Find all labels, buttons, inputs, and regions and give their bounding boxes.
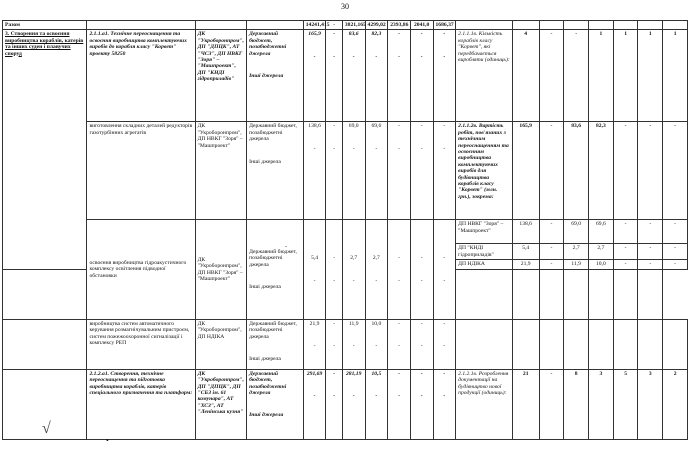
table-row: [3, 30, 688, 122]
value-cell: - -: [326, 369, 342, 439]
measure-cell: 2.1.2.а1. Створення, технічне переоснащення та підготовка виробництва кораблів, катерів спеціального призначення та платформ:: [87, 369, 195, 439]
source-cell: Державний бюджет, позабюджетні джерела Інші джерела: [247, 369, 304, 439]
value-cell: - -: [388, 122, 411, 220]
page-number: 30: [341, 2, 349, 11]
measure-cell: виробництва систем автоматичного керування розмагнічувальним пристроєм, систем пожежоохоронної сигналізації і комплексу РЕП: [87, 319, 195, 369]
sub-indicator-value: -: [638, 220, 663, 244]
sub-indicator-value: -: [613, 260, 638, 269]
executor-cell: ДК "Укроборонпром", ДП "ДПЦК", АТ "ЧСЗ", ДП НВКГ "Зоря" – "Машпроект", ДП "КНДІ гідроприладів": [195, 30, 247, 122]
value-cell: 21,9 -: [303, 319, 326, 369]
measure-cell: виготовлення складних деталей редукторів газотурбінних агрегатів: [87, 122, 195, 220]
indicator-value: 3: [589, 369, 614, 439]
sub-indicator-label: ДП НДІКА: [456, 260, 513, 269]
value-cell: - -: [326, 122, 342, 220]
value-cell: - -: [433, 319, 456, 369]
measure-cell: освоєння виробництва гідроакустичного комплексу освітлення підводної обстановки: [87, 220, 195, 319]
sub-indicator-label: ДП НВКГ "Зоря" – "Машпроект": [456, 220, 513, 244]
indicator-value: 82,3: [589, 122, 614, 220]
indicator-value: -: [613, 122, 638, 220]
table-row: [3, 319, 688, 369]
value-cell: - -: [388, 369, 411, 439]
value-cell: - -: [410, 220, 433, 319]
value-cell: 10,5 -: [365, 369, 388, 439]
sub-indicator-value: 69,0: [564, 220, 589, 244]
value-cell: - -: [433, 220, 456, 319]
indicator-value: 5: [613, 369, 638, 439]
total-label: Разом: [3, 21, 87, 30]
value-cell: - -: [388, 220, 411, 319]
sub-indicator-label: ДП "КНДІ гідроприладів": [456, 244, 513, 260]
total-value: 2041,0: [410, 21, 433, 30]
indicator-value: -: [539, 30, 564, 122]
handwritten-checkmark: √: [42, 420, 51, 437]
executor-cell: ДК "Укроборонпром", ДП НВКГ "Зоря" – "Машпроект": [195, 220, 247, 319]
value-cell: - -: [433, 30, 456, 122]
total-value: 1686,37: [433, 21, 456, 30]
indicator-value: -: [663, 122, 688, 220]
value-cell: 281,19 -: [342, 369, 365, 439]
value-cell: - -: [410, 319, 433, 369]
program-table: [2, 20, 688, 440]
indicator-value: -: [564, 30, 589, 122]
total-value: -: [326, 21, 342, 30]
source-cell: Державний бюджет, позабюджетні джерела Інші джерела: [247, 122, 304, 220]
total-value: 3821,165: [342, 21, 365, 30]
value-cell: - -: [326, 319, 342, 369]
value-cell: - -: [410, 369, 433, 439]
indicator-cell: 2.1.1.2в. Вартість робіт, пов'язаних з технічним переоснащенням та освоєнням виробництва комплектуючих виробів для будівництва кораблів класу "Корвет" (млн. грн.), зокрема:: [456, 122, 513, 220]
source-cell: Державний бюджет, позабюджетні джерела Інші джерела: [247, 30, 304, 122]
sub-indicator-value: -: [638, 260, 663, 269]
total-value: 4299,02: [365, 21, 388, 30]
value-cell: 2,7 -: [365, 220, 388, 319]
measure-cell: 2.1.1.а1. Технічне переоснащення та освоєння виробництва комплектуючих виробів до корабля класу "Корвет" проекту 58250: [87, 30, 195, 122]
value-cell: - -: [326, 220, 342, 319]
indicator-value: 1: [663, 30, 688, 122]
sub-indicator-value: 2,7: [564, 244, 589, 260]
sub-indicator-value: 21,9: [512, 260, 539, 269]
table-row: [3, 122, 688, 220]
value-cell: 69,0 -: [342, 122, 365, 220]
source-cell: Державний бюджет, позабюджетні джерела Інші джерела: [247, 319, 304, 369]
indicator-value: 2: [663, 369, 688, 439]
indicator-cell: 2.1.2.1в. Розроблення документації на будівництво нової продукції (одиниць):: [456, 369, 513, 439]
value-cell: 5,4 -: [303, 220, 326, 319]
table-row: [3, 220, 688, 244]
value-cell: - -: [410, 122, 433, 220]
indicator-value: -: [539, 369, 564, 439]
value-cell: 83,6 -: [342, 30, 365, 122]
sub-indicator-value: 10,0: [589, 260, 614, 269]
sub-indicator-value: -: [539, 260, 564, 269]
indicator-value: 165,9: [512, 122, 539, 220]
sub-indicator-value: -: [539, 220, 564, 244]
indicator-value: -: [638, 122, 663, 220]
sub-indicator-value: 2,7: [589, 244, 614, 260]
stray-dash-mark: -: [285, 244, 287, 250]
executor-cell: ДК "Укроборонпром", ДП НВКГ "Зоря" – "Машпроект": [195, 122, 247, 220]
sub-indicator-value: 69,6: [589, 220, 614, 244]
indicator-value: 4: [512, 30, 539, 122]
table-row: [3, 369, 688, 439]
value-cell: 291,69 -: [303, 369, 326, 439]
value-cell: 2,7 -: [342, 220, 365, 319]
sub-indicator-value: 138,6: [512, 220, 539, 244]
value-cell: - -: [326, 30, 342, 122]
value-cell: - -: [433, 122, 456, 220]
indicator-value: 1: [638, 30, 663, 122]
source-cell: Державний бюджет, позабюджетні джерела Інші джерела: [247, 220, 304, 319]
value-cell: 10,0 -: [365, 319, 388, 369]
total-row: [3, 21, 688, 30]
indicator-value: 1: [613, 30, 638, 122]
indicator-cell: 2.1.1.1в. Кількість кораблів класу "Корвет", які передбачається виробляти (одиниць):: [456, 30, 513, 122]
sub-indicator-value: -: [539, 244, 564, 260]
value-cell: - -: [388, 319, 411, 369]
indicator-value: -: [539, 122, 564, 220]
total-value: 14241,415: [303, 21, 326, 30]
executor-cell: ДК "Укроборонпром", ДП "ДПЦК", ДП "СБЗ ім. 61 комунара", АТ "ХСЗ", АТ "Ленінська кузня": [195, 369, 247, 439]
value-cell: 138,6 -: [303, 122, 326, 220]
value-cell: - -: [433, 369, 456, 439]
indicator-value: 8: [564, 369, 589, 439]
indicator-value: 21: [512, 369, 539, 439]
sub-indicator-value: -: [663, 220, 688, 244]
sub-indicator-value: 11,9: [564, 260, 589, 269]
total-value: 2393,86: [388, 21, 411, 30]
value-cell: - -: [410, 30, 433, 122]
value-cell: 11,9 -: [342, 319, 365, 369]
sub-indicator-value: -: [663, 260, 688, 269]
sub-indicator-value: 5,4: [512, 244, 539, 260]
indicator-value: 1: [589, 30, 614, 122]
indicator-value: 3: [638, 369, 663, 439]
section-title: 3. Створення та освоєння виробництва кораблів, катерів та інших суден і плавучих споруд: [3, 30, 87, 269]
indicator-value: 83,6: [564, 122, 589, 220]
sub-indicator-value: -: [613, 220, 638, 244]
stray-dot-mark: •: [106, 436, 109, 445]
sub-indicator-value: -: [663, 244, 688, 260]
sub-indicator-value: -: [613, 244, 638, 260]
value-cell: 69,6 -: [365, 122, 388, 220]
value-cell: 82,3 -: [365, 30, 388, 122]
sub-indicator-value: -: [638, 244, 663, 260]
value-cell: - -: [388, 30, 411, 122]
executor-cell: ДК "Укроборонпром", ДП НДІКА: [195, 319, 247, 369]
value-cell: 165,9 -: [303, 30, 326, 122]
